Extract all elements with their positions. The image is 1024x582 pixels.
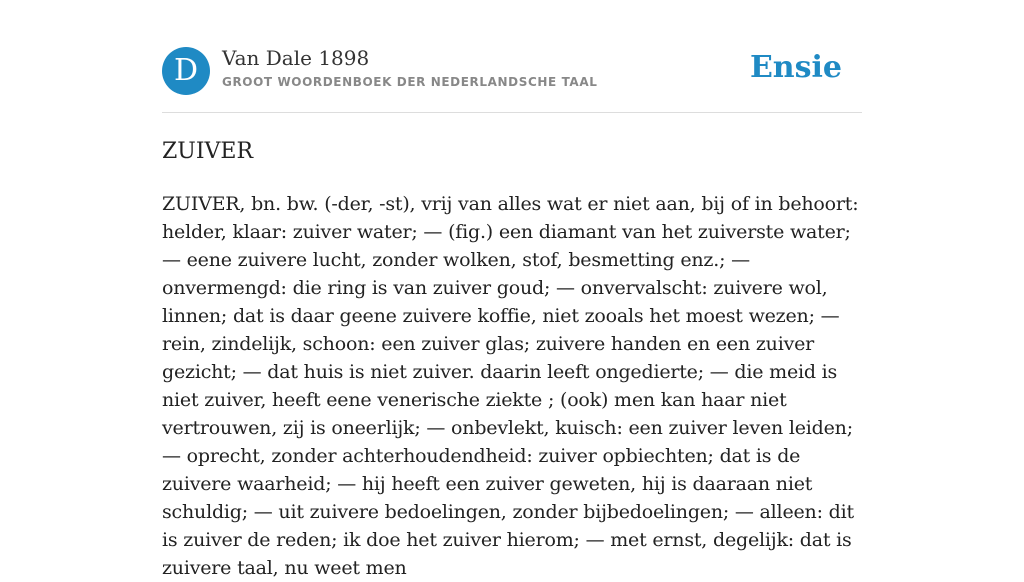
site-header [162,0,862,113]
page-container [162,0,862,579]
dictionary-title[interactable]: Van Dale 1898 [222,46,370,70]
entry-definition: ZUIVER, bn. bw. (-der, -st), vrij van alles wat er niet aan, bij of in behoort: helder, klaar: zuiver water; — (fig.) een diamant van het zuiverste water; — eene zuivere lucht, zonder wolken, stof, besmetting enz.; — onvermengd: die ring is van zuiver goud; — onvervalscht: zuivere wol, linnen; dat is daar geene zuivere koffie, niet zooals het moest wezen; — rein, zindelijk, schoon: een zuiver glas; zuivere handen en een zuiver gezicht; — dat huis is niet zuiver. daarin leeft ongedierte; — die meid is niet zuiver, heeft eene venerische ziekte ; (ook) men kan haar niet vertrouwen, zij is oneerlijk; — onbevlekt, kuisch: een zuiver leven leiden; — oprecht, zonder achterhoudendheid: zuiver opbiechten; dat is de zuivere waarheid; — hij heeft een zuiver geweten, hij is daaraan niet schuldig; — uit zuivere bedoelingen, zonder bijbedoelingen; — alleen: dit is zuiver de reden; ik doe het zuiver hierom; — met ernst, degelijk: dat is zuivere taal, nu weet men [162,193,859,579]
entry-headword: ZUIVER [162,139,254,164]
dictionary-logo[interactable]: D [162,47,210,95]
dictionary-subtitle: GROOT WOORDENBOEK DER NEDERLANDSCHE TAAL [222,75,598,89]
brand-logo[interactable]: Ensie [749,50,842,85]
